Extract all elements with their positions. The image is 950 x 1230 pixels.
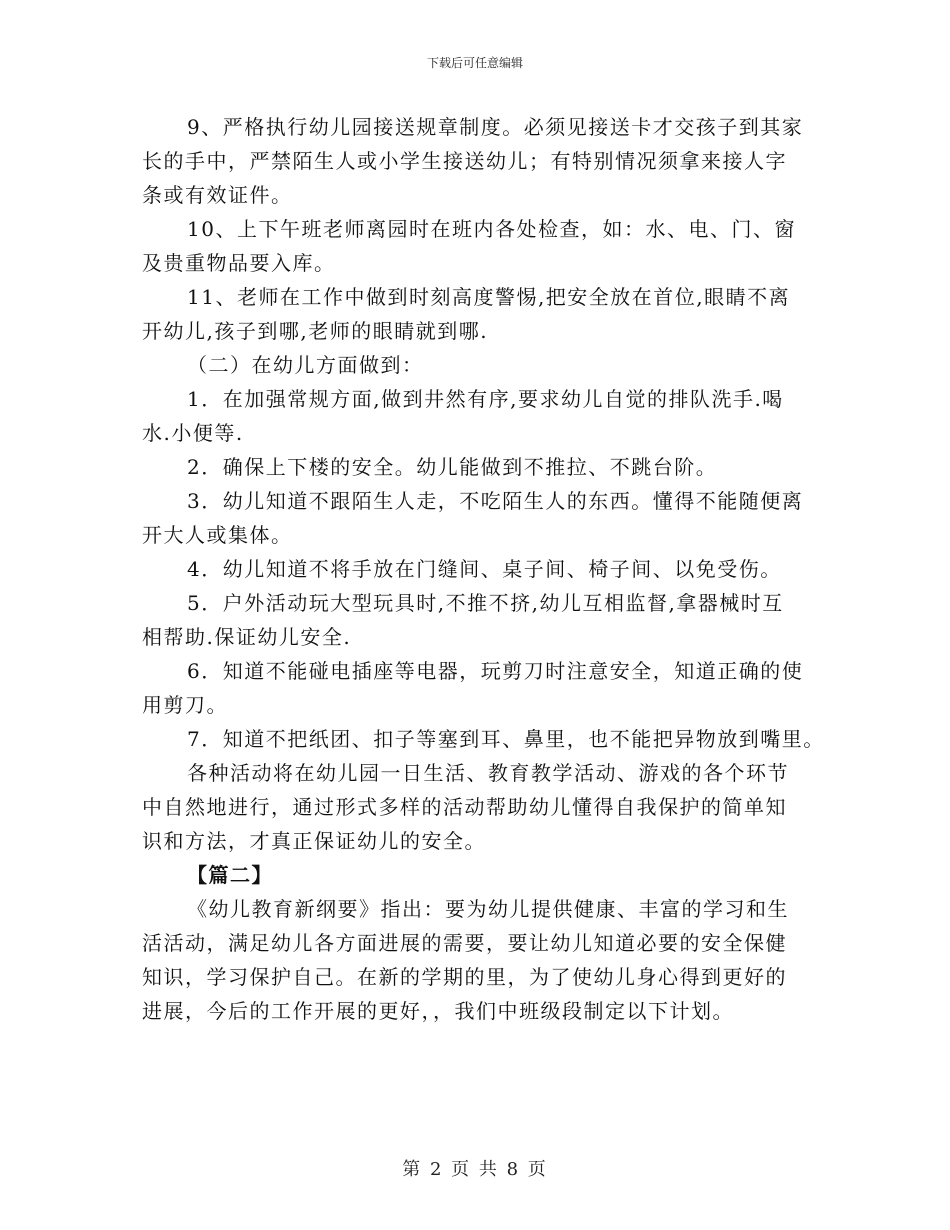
page-footer: 第 2 页 共 8 页 [402,1159,548,1180]
text-line: 用剪刀。 [142,693,228,717]
text-line: 10、上下午班老师离园时在班内各处检查，如：水、电、门、窗 [187,217,796,241]
text-line: 3．幼儿知道不跟陌生人走，不吃陌生人的东西。懂得不能随便离 [187,489,804,513]
text-line: 6．知道不能碰电插座等电器，玩剪刀时注意安全，知道正确的使 [187,659,804,683]
document-body [142,110,832,1028]
text-line: 条或有效证件。 [142,183,293,207]
text-line: 9、严格执行幼儿园接送规章制度。必须见接送卡才交孩子到其家 [187,115,804,139]
text-line: 识和方法，才真正保证幼儿的安全。 [142,829,486,853]
section-heading: 【篇二】 [187,863,273,887]
text-line: （二）在幼儿方面做到： [187,353,424,377]
text-line: 开幼儿,孩子到哪,老师的眼睛就到哪. [142,319,489,343]
text-line: 2．确保上下楼的安全。幼儿能做到不推拉、不跳台阶。 [187,455,718,479]
text-line: 11、老师在工作中做到时刻高度警惕,把安全放在首位,眼睛不离 [187,285,791,309]
text-line: 开大人或集体。 [142,523,293,547]
text-line: 4．幼儿知道不将手放在门缝间、桌子间、椅子间、以免受伤。 [187,557,782,581]
text-line: 相帮助.保证幼儿安全. [142,625,352,649]
page-header: 下载后可任意编辑 [426,56,523,70]
text-line: 知识，学习保护自己。在新的学期的里，为了使幼儿身心得到更好的 [142,965,787,989]
text-line: 进展，今后的工作开展的更好，，我们中班级段制定以下计划。 [142,999,734,1023]
text-line: 5．户外活动玩大型玩具时,不推不挤,幼儿互相监督,拿器械时互 [187,591,784,615]
text-line: 1．在加强常规方面,做到井然有序,要求幼儿自觉的排队洗手.喝 [187,387,784,411]
text-line: 长的手中，严禁陌生人或小学生接送幼儿；有特别情况须拿来接人字 [142,149,787,173]
text-line: 及贵重物品要入库。 [142,251,336,275]
text-line: 7．知道不把纸团、扣子等塞到耳、鼻里，也不能把异物放到嘴里。 [187,727,825,751]
text-line: 中自然地进行，通过形式多样的活动帮助幼儿懂得自我保护的简单知 [142,795,787,819]
text-line: 活活动，满足幼儿各方面进展的需要，要让幼儿知道必要的安全保健 [142,931,787,955]
text-line: 水.小便等. [142,421,244,445]
text-line: 各种活动将在幼儿园一日生活、教育教学活动、游戏的各个环节 [187,761,789,785]
text-line: 《幼儿教育新纲要》指出：要为幼儿提供健康、丰富的学习和生 [187,897,789,921]
